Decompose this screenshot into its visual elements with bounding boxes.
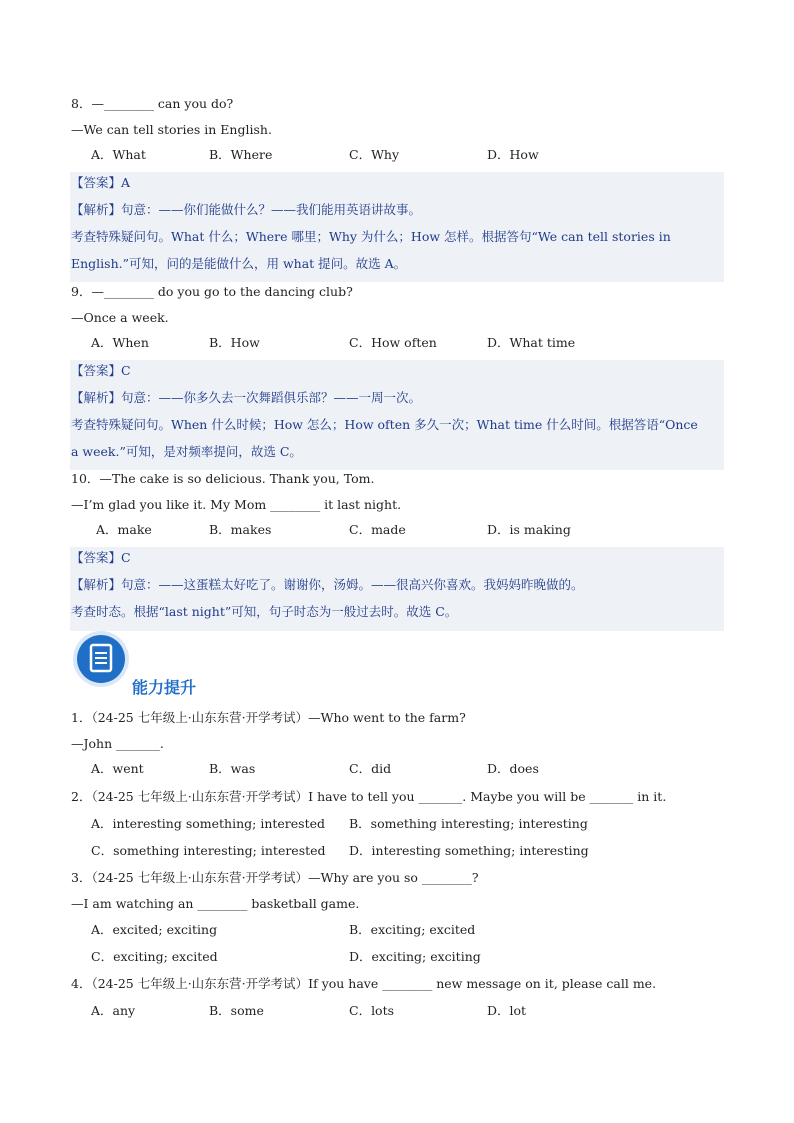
q8-option-a[interactable]: A．What: [91, 147, 146, 162]
q9-option-d[interactable]: D．What time: [487, 335, 576, 350]
p3-options-row1: [91, 921, 731, 939]
p2-option-a[interactable]: A．interesting something; interested: [91, 816, 326, 831]
p4-option-b[interactable]: B．some: [209, 1003, 264, 1018]
p3-option-c[interactable]: C．exciting; excited: [91, 949, 218, 964]
p3-option-a[interactable]: A．excited; exciting: [91, 922, 218, 937]
q10-option-a[interactable]: A．make: [96, 522, 152, 537]
q9-option-a[interactable]: A．When: [91, 335, 149, 350]
q8-reply: —We can tell stories in English.: [71, 122, 272, 137]
q10-answer: 【答案】C: [71, 550, 131, 565]
q9-option-c[interactable]: C．How often: [349, 335, 437, 350]
q8-analysis-2: 考查特殊疑问句。What 什么；Where 哪里；Why 为什么；How 怎样。根据答句“We can tell stories in: [71, 229, 671, 244]
p4-stem: 4．（24-25 七年级上·山东东营·开学考试）If you have ________ new message on it, please call me.: [71, 976, 657, 991]
q9-analysis-1: 【解析】句意：——你多久去一次舞蹈俱乐部？——一周一次。: [71, 390, 422, 405]
q8-options: [91, 146, 731, 164]
q10-option-d[interactable]: D．is making: [487, 522, 571, 537]
q9-analysis-2: 考查特殊疑问句。When 什么时候；How 怎么；How often 多久一次；What time 什么时间。根据答语“Once: [71, 417, 698, 432]
p1-option-c[interactable]: C．did: [349, 761, 392, 776]
q10-stem: 10．—The cake is so delicious. Thank you, Tom.: [71, 471, 375, 486]
q10-option-b[interactable]: B．makes: [209, 522, 272, 537]
p3-option-d[interactable]: D．exciting; exciting: [349, 949, 481, 964]
q10-analysis-1: 【解析】句意：——这蛋糕太好吃了。谢谢你，汤姆。——很高兴你喜欢。我妈妈昨晚做的。: [71, 577, 584, 592]
p1-option-d[interactable]: D．does: [487, 761, 539, 776]
p3-options-row2: [91, 948, 731, 966]
p3-stem: 3．（24-25 七年级上·山东东营·开学考试）—Why are you so ________?: [71, 870, 479, 885]
p4-option-d[interactable]: D．lot: [487, 1003, 527, 1018]
q9-stem: 9．—________ do you go to the dancing club?: [71, 284, 353, 299]
p3-reply: —I am watching an ________ basketball game.: [71, 896, 360, 911]
q8-analysis-1: 【解析】句意：——你们能做什么？——我们能用英语讲故事。: [71, 202, 422, 217]
q9-analysis-3: a week.”可知，是对频率提问，故选 C。: [71, 444, 302, 459]
section-title: 能力提升: [132, 678, 197, 697]
p1-stem: 1．（24-25 七年级上·山东东营·开学考试）—Who went to the farm?: [71, 710, 466, 725]
p2-option-d[interactable]: D．interesting something; interesting: [349, 843, 589, 858]
p1-option-b[interactable]: B．was: [209, 761, 256, 776]
q9-option-b[interactable]: B．How: [209, 335, 260, 350]
q8-option-d[interactable]: D．How: [487, 147, 539, 162]
q8-option-c[interactable]: C．Why: [349, 147, 400, 162]
q10-option-c[interactable]: C．made: [349, 522, 406, 537]
q8-option-b[interactable]: B．Where: [209, 147, 273, 162]
q8-answer: 【答案】A: [71, 175, 131, 190]
p2-options-row1: [91, 815, 731, 833]
q10-reply: —I’m glad you like it. My Mom ________ it last night.: [71, 497, 402, 512]
p2-stem: 2．（24-25 七年级上·山东东营·开学考试）I have to tell you _______. Maybe you will be _______ in it.: [71, 789, 667, 804]
p2-option-b[interactable]: B．something interesting; interesting: [349, 816, 588, 831]
q10-options: [96, 521, 736, 539]
p2-options-row2: [91, 842, 731, 860]
p1-option-a[interactable]: A．went: [91, 761, 144, 776]
document-icon: [72, 630, 130, 688]
p4-option-a[interactable]: A．any: [91, 1003, 136, 1018]
p2-option-c[interactable]: C．something interesting; interested: [91, 843, 326, 858]
p1-reply: —John _______.: [71, 736, 164, 751]
p4-option-c[interactable]: C．lots: [349, 1003, 395, 1018]
p4-options: [91, 1002, 731, 1020]
p3-option-b[interactable]: B．exciting; excited: [349, 922, 476, 937]
q10-analysis-2: 考查时态。根据“last night”可知，句子时态为一般过去时。故选 C。: [71, 604, 458, 619]
p1-options: [91, 760, 731, 778]
q8-stem: 8．—________ can you do?: [71, 96, 234, 111]
q9-answer: 【答案】C: [71, 363, 131, 378]
q9-reply: —Once a week.: [71, 310, 169, 325]
q8-analysis-3: English.”可知，问的是能做什么，用 what 提问。故选 A。: [71, 256, 407, 271]
q9-options: [91, 334, 731, 352]
